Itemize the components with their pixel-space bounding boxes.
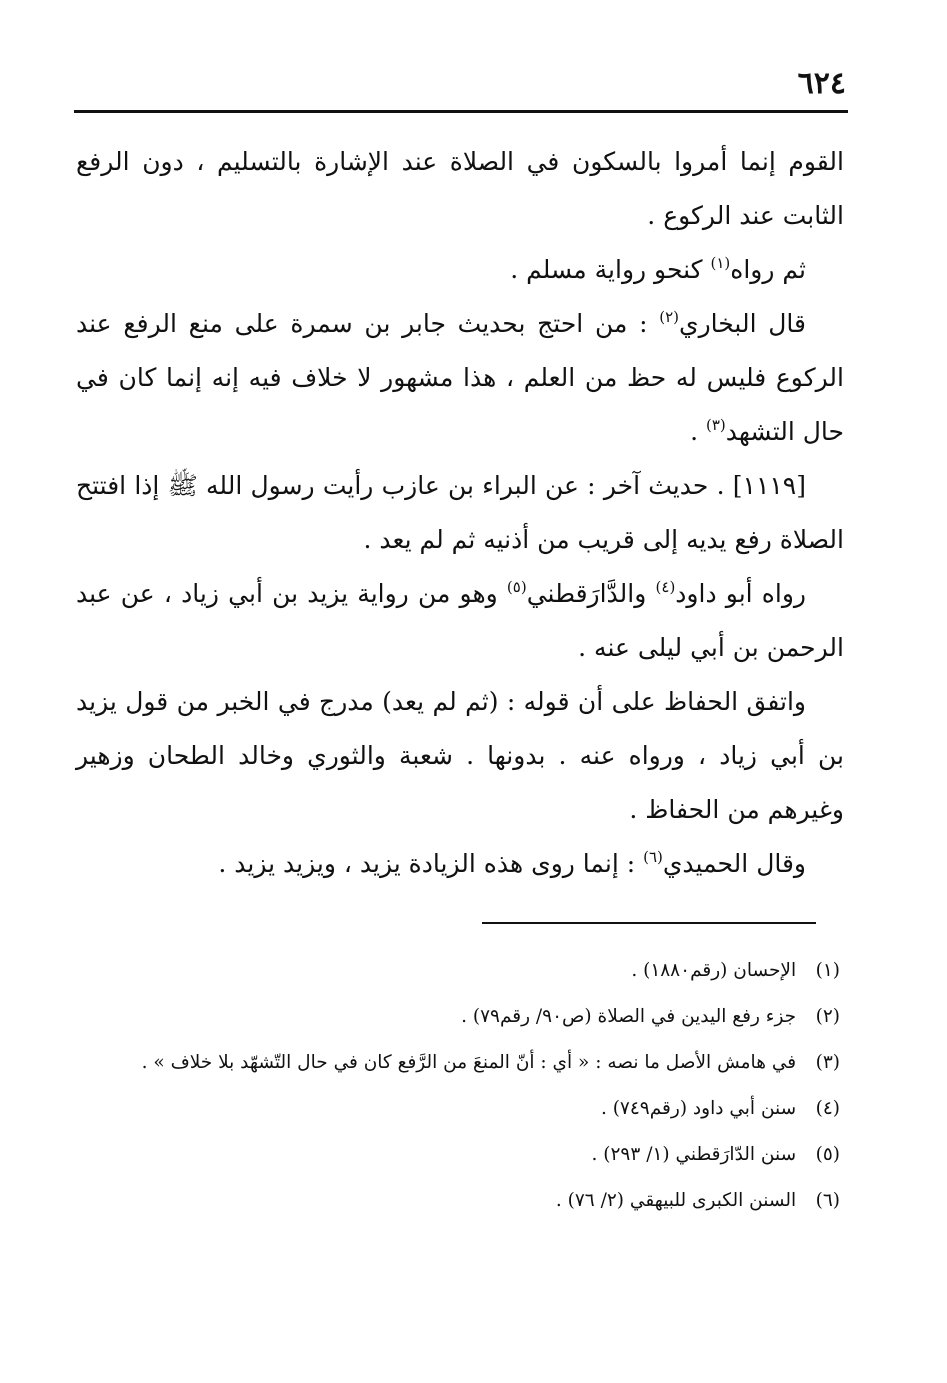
footnote-1 [60, 948, 840, 994]
paragraph-4-text: [١١١٩] . حديث آخر : عن البراء بن عازب رأيت رسول الله ﷺ إذا افتتح الصلاة رفع يديه إلى قريب من أذنيه ثم لم يعد . [76, 471, 844, 554]
footnote-text: جزء رفع اليدين في الصلاة (ص٩٠/ رقم٧٩) . [461, 1006, 797, 1027]
footnote-number: (٥) [815, 1144, 840, 1165]
paragraph-5-mid: والدَّارَقطني [526, 579, 656, 608]
paragraph-3-pre: قال البخاري [679, 309, 806, 338]
paragraph-7-pre: وقال الحميدي [662, 849, 806, 878]
footnote-number: (٢) [815, 1006, 840, 1027]
footnote-5 [60, 1132, 840, 1178]
footnote-rule [482, 922, 816, 924]
paragraph-3-mid: : من احتج بحديث جابر بن سمرة على منع الرفع عند الركوع فليس له حظ من العلم ، هذا مشهور لا خلاف فيه إنه إنما كان في حال التشهد [76, 309, 844, 446]
paragraph-2 [76, 243, 844, 297]
footnote-number: (٤) [815, 1098, 840, 1119]
footnote-number: (٦) [815, 1190, 840, 1211]
footnote-4 [60, 1086, 840, 1132]
footnote-ref-4: (٤) [655, 578, 676, 596]
footnote-text: الإحسان (رقم١٨٨٠) . [631, 960, 797, 981]
footnote-ref-5: (٥) [506, 578, 527, 596]
paragraph-3 [76, 297, 844, 459]
footnote-2 [60, 994, 840, 1040]
paragraph-6 [76, 675, 844, 837]
footnote-text: سنن أبي داود (رقم٧٤٩) . [600, 1098, 797, 1119]
footnote-ref-2: (٢) [659, 308, 680, 326]
footnote-6 [60, 1178, 840, 1224]
paragraph-6-text: واتفق الحفاظ على أن قوله : (ثم لم يعد) مدرج في الخبر من قول يزيد بن أبي زياد ، ورواه عنه . بدونها . شعبة والثوري وخالد الطحان وزهير وغيرهم من الحفاظ . [76, 687, 844, 824]
footnote-number: (٣) [815, 1052, 840, 1073]
footnote-ref-3: (٣) [705, 416, 726, 434]
footnote-3 [60, 1040, 840, 1086]
paragraph-4 [76, 459, 844, 567]
paragraph-7-post: : إنما روى هذه الزيادة يزيد ، ويزيد يزيد . [218, 849, 644, 878]
paragraph-3-post: . [690, 417, 706, 446]
body-text [76, 135, 844, 891]
header-rule [74, 110, 848, 113]
paragraph-1 [76, 135, 844, 243]
footnote-text: السنن الكبرى للبيهقي (٢/ ٧٦) . [555, 1190, 797, 1211]
footnote-text: سنن الدّارَقطني (١/ ٢٩٣) . [591, 1144, 797, 1165]
paragraph-5-pre: رواه أبو داود [675, 579, 806, 608]
footnotes [60, 948, 840, 1224]
paragraph-1-text: القوم إنما أمروا بالسكون في الصلاة عند الإشارة بالتسليم ، دون الرفع الثابت عند الركوع . [76, 147, 844, 230]
footnote-ref-1: (١) [710, 254, 731, 272]
paragraph-2-post: كنحو رواية مسلم . [510, 255, 711, 284]
footnote-number: (١) [815, 960, 840, 981]
paragraph-7 [76, 837, 844, 891]
paragraph-5 [76, 567, 844, 675]
footnote-text: في هامش الأصل ما نصه : « أي : أنّ المنعَ من الرَّفع كان في حال التّشهّد بلا خلاف » . [141, 1052, 797, 1073]
paragraph-2-pre: ثم رواه [730, 255, 806, 284]
page-number: ٦٢٤ [797, 66, 846, 101]
footnote-ref-6: (٦) [643, 848, 663, 866]
paragraph-5-post: وهو من رواية يزيد بن أبي زياد ، عن عبد الرحمن بن أبي ليلى عنه . [76, 579, 844, 662]
